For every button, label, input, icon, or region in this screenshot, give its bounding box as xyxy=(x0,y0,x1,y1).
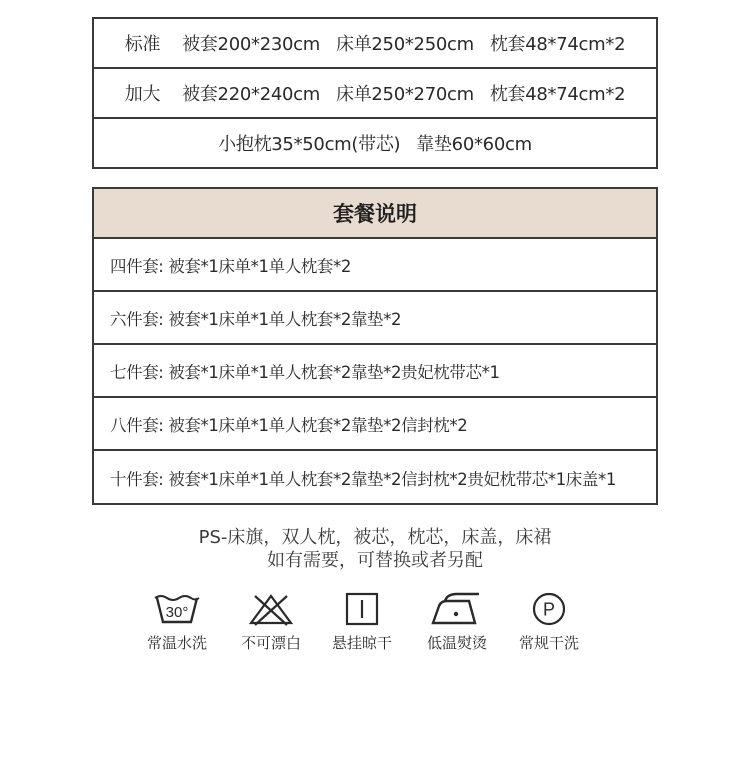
duvet-size: 被套220*240cm xyxy=(182,84,320,105)
package-row: 四件套: 被套*1床单*1单人枕套*2 xyxy=(94,239,656,292)
care-item xyxy=(504,592,594,653)
sheet-size: 床单250*270cm xyxy=(336,84,474,105)
care-label: 悬挂晾干 xyxy=(331,634,392,652)
care-item xyxy=(317,592,407,653)
package-title: 套餐说明 xyxy=(94,189,656,239)
care-item xyxy=(412,592,502,653)
care-label: 不可漂白 xyxy=(240,634,301,652)
size-row-extra xyxy=(94,119,656,167)
package-row: 八件套: 被套*1床单*1单人枕套*2靠垫*2信封枕*2 xyxy=(94,398,656,451)
size-table xyxy=(92,17,658,169)
pillow-size: 枕套48*74cm*2 xyxy=(489,34,626,55)
duvet-size: 被套200*230cm xyxy=(182,34,320,55)
cushion-size: 靠垫60*60cm xyxy=(416,134,532,155)
pillow-size: 枕套48*74cm*2 xyxy=(489,84,626,105)
care-instructions xyxy=(140,592,600,662)
svg-text:30°: 30° xyxy=(165,604,189,621)
size-label: 标准 xyxy=(124,34,161,55)
svg-text:P: P xyxy=(542,599,556,620)
care-label: 常温水洗 xyxy=(146,634,207,652)
size-label: 加大 xyxy=(124,84,161,105)
package-row: 七件套: 被套*1床单*1单人枕套*2靠垫*2贵妃枕带芯*1 xyxy=(94,345,656,398)
size-row-standard xyxy=(94,19,656,69)
note-line-1: PS-床旗，双人枕，被芯，枕芯，床盖，床裙 xyxy=(198,527,552,548)
care-label: 常规干洗 xyxy=(518,634,579,652)
package-row: 十件套: 被套*1床单*1单人枕套*2靠垫*2信封枕*2贵妃枕带芯*1床盖*1 xyxy=(110,469,616,489)
package-row: 六件套: 被套*1床单*1单人枕套*2靠垫*2 xyxy=(94,292,656,345)
sheet-size: 床单250*250cm xyxy=(336,34,474,55)
no-bleach-icon xyxy=(247,592,295,626)
dry-clean-icon xyxy=(525,592,573,626)
package-table xyxy=(92,187,658,505)
note-line-2: 如有需要，可替换或者另配 xyxy=(267,550,483,571)
size-row-large xyxy=(94,69,656,119)
wash-30-icon xyxy=(153,592,201,626)
care-label: 低温熨烫 xyxy=(426,634,487,652)
care-item xyxy=(132,592,222,653)
low-iron-icon xyxy=(429,592,485,626)
hang-dry-icon xyxy=(338,592,386,626)
care-item xyxy=(226,592,316,653)
small-pillow-size: 小抱枕35*50cm(带芯) xyxy=(218,134,401,155)
